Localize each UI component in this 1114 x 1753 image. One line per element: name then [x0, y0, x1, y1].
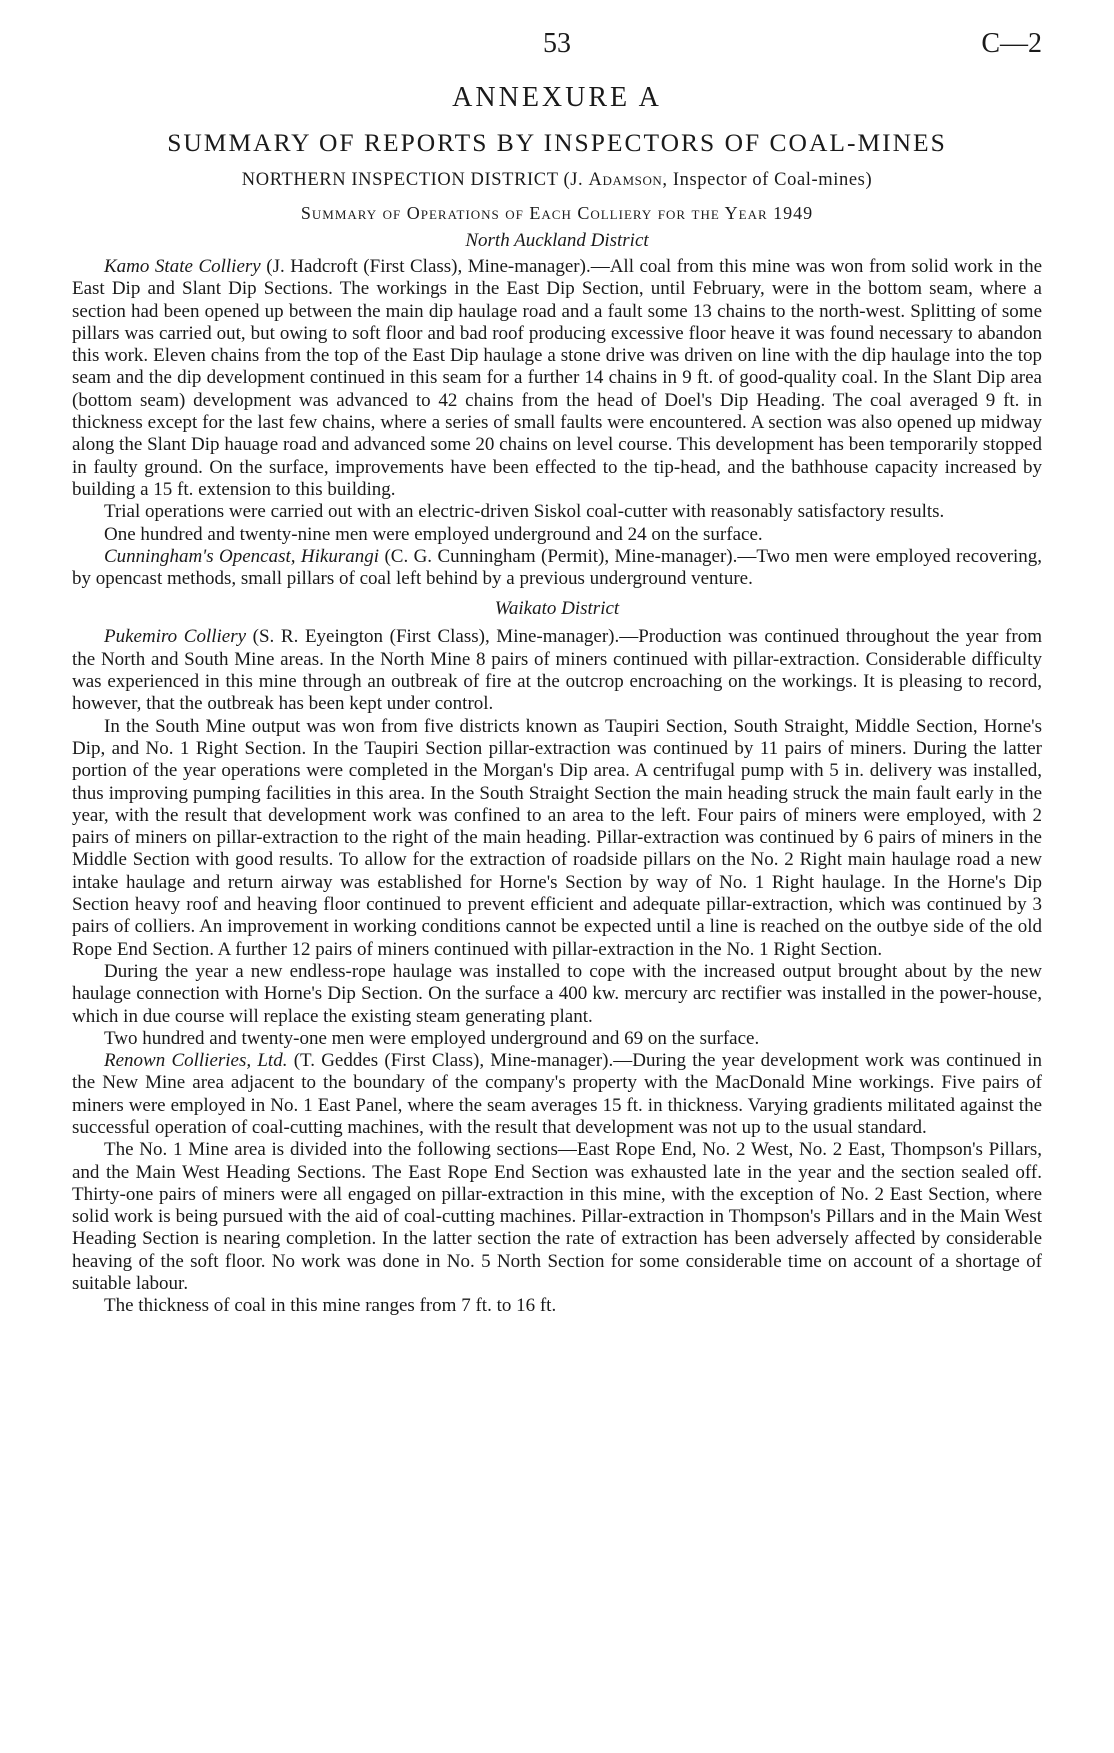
pukemiro-south-mine-paragraph: In the South Mine output was won from five districts known as Taupiri Section, South Straight, Middle Section, Horne's Dip, and No. 1 Right Section. In the Taupiri Section pillar-extraction was continued by 11 pairs of miners. During the latter portion of the year operations were completed in the Morgan's Dip area. A centrifugal pump with 5 in. delivery was installed, thus improving pumping facilities in this area. In the South Straight Section the main heading struck the main fault early in the year, with the result that development work was confined to an area to the left. Four pairs of miners were employed, with 2 pairs of miners on pillar-extraction to the right of the main heading. Pillar-extraction was continued by 6 pairs of miners in the Middle Section with good results. To allow for the extraction of roadside pillars on the No. 2 Right main haulage road a new intake haulage and return airway was established for Horne's Section by way of No. 1 Right haulage. In the Horne's Dip Section heavy roof and heaving floor continued to prevent efficient and adequate pillar-extraction, which was continued by 3 pairs of colliers. An improvement in working conditions cannot be expected until a line is reached on the outbye side of the old Rope End Section. A further 12 pairs of miners continued with pillar-extraction in the No. 1 Right Section.	[72, 715, 1042, 960]
pukemiro-colliery-name: Pukemiro Colliery	[104, 626, 247, 648]
north-auckland-heading: North Auckland District	[465, 230, 649, 251]
district-heading	[72, 170, 1042, 191]
renown-thickness-paragraph: The thickness of coal in this mine ranges from 7 ft. to 16 ft.	[104, 1295, 557, 1317]
page-number: 53	[543, 28, 571, 59]
inspector-name: Adamson	[588, 170, 663, 190]
annexure-title: ANNEXURE A	[452, 82, 662, 113]
pukemiro-text: (S. R. Eyeington (First Class), Mine-manager).—Production was continued throughout the year from the North and South Mine areas. In the North Mine 8 pairs of miners continued with pillar-extraction. Considerable difficulty was experienced in this mine through an outbreak of fire at the outcrop encroaching on the workings. It is pleasing to record, however, that the outbreak has been kept under control.	[72, 626, 1042, 715]
kamo-text: (J. Hadcroft (First Class), Mine-manager).—All coal from this mine was won from solid work in the East Dip and Slant Dip Sections. The workings in the East Dip Section, until February, were in the bottom seam, where a section had been opened up between the main dip haulage road and a fault some 13 chains to the north-west. Splitting of some pillars was carried out, but owing to soft floor and bad roof producing excessive floor heave it was found necessary to abandon this work. Eleven chains from the top of the East Dip haulage a stone drive was driven on line with the dip haulage into the top seam and the dip development continued in this seam for a further 14 chains in 9 ft. of good-quality coal. In the Slant Dip area (bottom seam) development was advanced to 42 chains from the head of Doel's Dip Heading. The coal averaged 9 ft. in thickness except for the last few chains, where a series of small faults were encountered. A section was also opened up midway along the Slant Dip hauage road and advanced some 20 chains on level course. This development has been temporarily stopped in faulty ground. On the surface, improvements have been effected to the tip-head, and the bathhouse capacity increased by building a 15 ft. extension to this building.	[72, 256, 1042, 500]
district-heading-suffix: , Inspector of Coal-mines)	[662, 170, 873, 190]
cunningham-opencast-name: Cunningham's Opencast, Hikurangi	[104, 545, 380, 567]
renown-text: (T. Geddes (First Class), Mine-manager).—During the year development work was continued in the New Mine area adjacent to the boundary of the company's property with the MacDonald Mine workings. Five pairs of miners were employed in No. 1 East Panel, where the seam averages 15 ft. in thickness. Varying gradients militated against the successful operation of coal-cutting machines, with the result that development was not up to the usual standard.	[72, 1050, 1043, 1138]
cunningham-text: (C. G. Cunningham (Permit), Mine-manager).—Two men were employed recovering, by opencast methods, small pillars of coal left behind by a previous underground venture.	[72, 545, 1043, 590]
renown-collieries-name: Renown Collieries, Ltd.	[104, 1050, 288, 1072]
page-header	[72, 24, 1042, 64]
main-title: SUMMARY OF REPORTS BY INSPECTORS OF COAL-MINES	[167, 128, 947, 157]
kamo-employed-paragraph: One hundred and twenty-nine men were employed underground and 24 on the surface.	[104, 523, 763, 545]
summary-heading: Summary of Operations of Each Colliery for the Year 1949	[300, 203, 814, 223]
pukemiro-haulage-paragraph: During the year a new endless-rope haulage was installed to cope with the increased output brought about by the new haulage connection with Horne's Dip Section. On the surface a 400 kw. mercury arc rectifier was installed in the power-house, which in due course will replace the existing steam generating plant.	[72, 960, 1042, 1027]
cunningham-paragraph	[72, 546, 1042, 591]
renown-paragraph	[72, 1050, 1042, 1139]
kamo-colliery-name: Kamo State Colliery	[104, 256, 261, 277]
kamo-trial-paragraph: Trial operations were carried out with an electric-driven Siskol coal-cutter with reasonably satisfactory results.	[104, 501, 945, 523]
document-page	[72, 24, 1042, 1318]
renown-no1-mine-paragraph: The No. 1 Mine area is divided into the following sections—East Rope End, No. 2 West, No. 2 East, Thompson's Pillars, and the Main West Heading Sections. The East Rope End Section was exhausted late in the year and the section sealed off. Thirty-one pairs of miners were all engaged on pillar-extraction in this mine, with the exception of No. 2 East Section, where solid work is being pursued with the aid of coal-cutting machines. Pillar-extraction in Thompson's Pillars and in the Main West Heading Section is nearing completion. In the latter section the rate of extraction has been adversely affected by considerable heaving of the soft floor. No work was done in No. 5 North Section for some considerable time on account of a shortage of suitable labour.	[72, 1139, 1042, 1295]
pukemiro-employed-paragraph: Two hundred and twenty-one men were employed underground and 69 on the surface.	[104, 1027, 760, 1049]
district-heading-prefix: NORTHERN INSPECTION DISTRICT (J.	[241, 170, 589, 190]
kamo-paragraph	[72, 256, 1042, 501]
waikato-heading: Waikato District	[494, 598, 620, 620]
report-code: C—2	[981, 28, 1042, 59]
pukemiro-paragraph	[72, 626, 1042, 715]
